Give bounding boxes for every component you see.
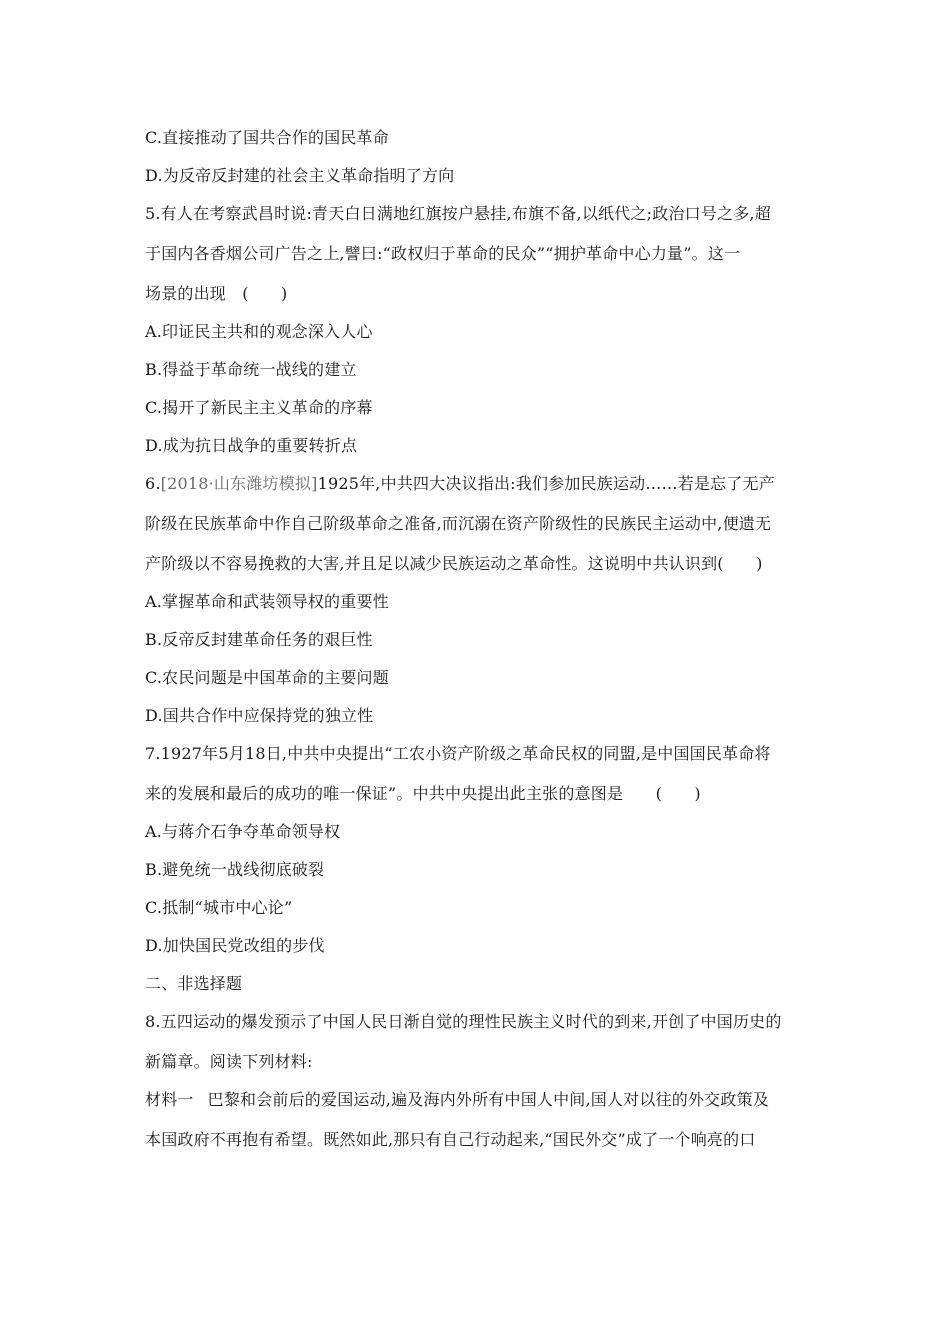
q6-stem-line3: 产阶级以不容易挽救的大害,并且足以减少民族运动之革命性。这说明中共认识到( ) (145, 554, 763, 573)
q8-stem-line1: 8.五四运动的爆发预示了中国人民日渐自觉的理性民族主义时代的到来,开创了中国历史的 (145, 1012, 782, 1031)
q4-option-d: D.为反帝反封建的社会主义革命指明了方向 (145, 166, 455, 185)
q5-stem-line3: 场景的出现 ( ) (145, 284, 288, 303)
q6-stem-line1-text: 1925年,中共四大决议指出:我们参加民族运动……若是忘了无产 (317, 474, 775, 493)
q7-option-c: C.抵制“城市中心论” (145, 898, 293, 917)
q8-stem-line2: 新篇章。阅读下列材料: (145, 1052, 313, 1071)
q6-stem-line2: 阶级在民族革命中作自己阶级革命之准备,而沉溺在资产阶级性的民族民主运动中,便遗无 (145, 514, 772, 533)
q8-material1-text: 巴黎和会前后的爱国运动,遍及海内外所有中国人中间,国人对以往的外交政策及 (207, 1090, 769, 1109)
q4-option-c: C.直接推动了国共合作的国民革命 (145, 128, 389, 147)
q5-option-d: D.成为抗日战争的重要转折点 (145, 436, 358, 455)
q8-material1-line2: 本国政府不再抱有希望。既然如此,那只有自己行动起来,“国民外交”成了一个响亮的口 (145, 1130, 756, 1149)
q6-number: 6. (145, 474, 161, 493)
q8-material1-label: 材料一 (145, 1090, 194, 1109)
q6-source-tag: [2018·山东潍坊模拟] (160, 474, 318, 493)
q5-stem-line2: 于国内各香烟公司广告之上,譬曰:“政权归于革命的民众”“拥护革命中心力量”。这一 (145, 244, 741, 263)
q5-option-b: B.得益于革命统一战线的建立 (145, 360, 357, 379)
q7-stem-line2: 来的发展和最后的成功的唯一保证”。中共中央提出此主张的意图是 ( ) (145, 784, 701, 803)
q6-option-a: A.掌握革命和武装领导权的重要性 (145, 592, 389, 611)
q5-option-c: C.揭开了新民主主义革命的序幕 (145, 398, 373, 417)
q7-stem-line1: 7.1927年5月18日,中共中央提出“工农小资产阶级之革命民权的同盟,是中国国民革命将 (145, 744, 771, 763)
q5-option-a: A.印证民主共和的观念深入人心 (145, 322, 373, 341)
q8-material1-line1 (145, 1090, 769, 1110)
q6-option-c: C.农民问题是中国革命的主要问题 (145, 668, 389, 687)
q6-option-d: D.国共合作中应保持党的独立性 (145, 706, 374, 725)
q7-option-d: D.加快国民党改组的步伐 (145, 936, 325, 955)
q5-stem-line1: 5.有人在考察武昌时说:青天白日满地红旗按户悬挂,布旗不备,以纸代之;政治口号之多,超 (145, 204, 771, 223)
q6-stem-line1 (145, 474, 775, 494)
q7-option-b: B.避免统一战线彻底破裂 (145, 860, 325, 879)
section-heading: 二、非选择题 (145, 974, 243, 993)
q6-option-b: B.反帝反封建革命任务的艰巨性 (145, 630, 373, 649)
q7-option-a: A.与蒋介石争夺革命领导权 (145, 822, 341, 841)
